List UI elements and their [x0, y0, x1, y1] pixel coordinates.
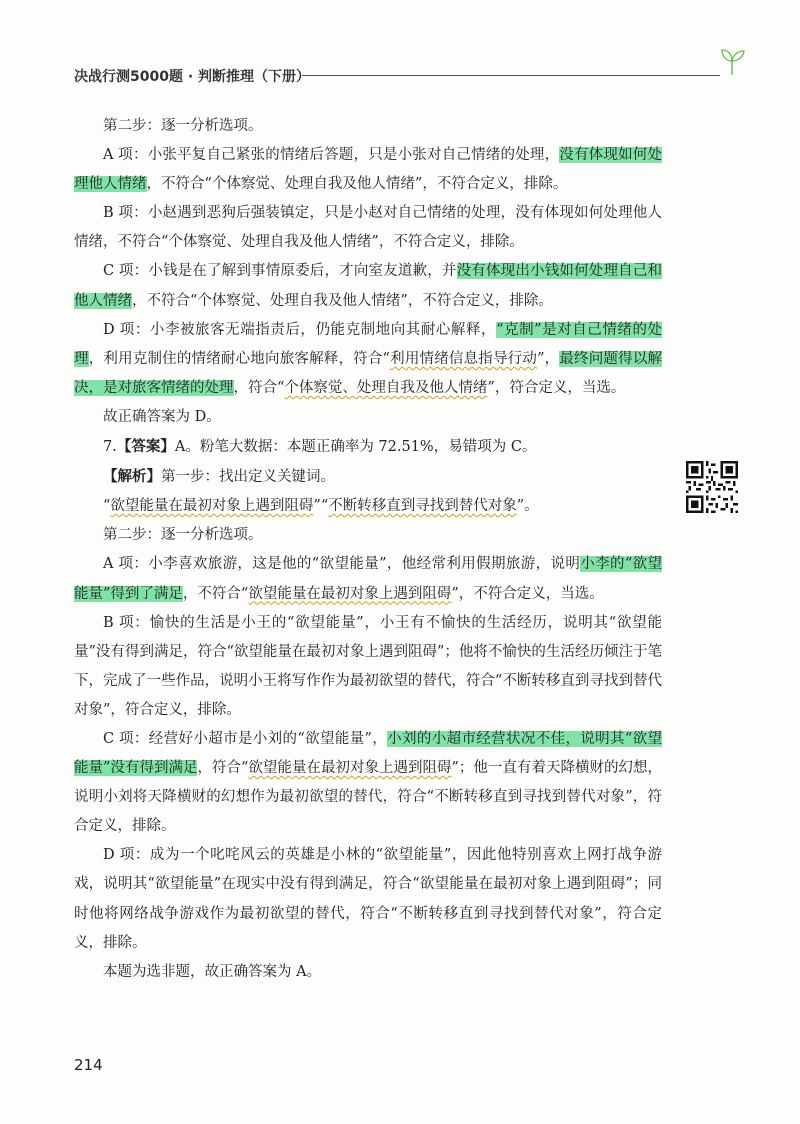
q7-kw-open: “ [103, 498, 111, 515]
q7-keyword-1: 欲望能量在最初对象上遇到阻碍 [110, 498, 314, 515]
q6-option-c [74, 257, 662, 315]
qr-code-icon[interactable] [686, 461, 738, 513]
q6-d-mid-3: ，符合“ [233, 379, 285, 396]
q7-c-highlight: 小刘的小超市经营状况不佳，说明其“欲望能量”没有得到满足 [74, 730, 663, 777]
q7-step2: 第二步：逐一分析选项。 [103, 527, 263, 544]
q7-a-post: ”，不符合定义，当选。 [451, 585, 604, 602]
q7-a-highlight: 小李的“欲望能量”得到了满足 [74, 556, 662, 602]
q6-d-highlight-2: 最终问题得以解决，是对旅客情绪的处理 [74, 350, 663, 396]
q6-answer: 故正确答案为 D。 [103, 408, 221, 425]
q6-step2: 第二步：逐一分析选项。 [103, 118, 263, 134]
header-title: 决战行测5000题 · 判断推理（下册） [74, 69, 311, 85]
q6-d-mid-1: ，利用克制住的情绪耐心地向旅客解释，符合“ [88, 350, 390, 367]
q6-d-mid-2: ”， [537, 350, 560, 367]
header-rule [302, 75, 720, 76]
q7-a-mid: ，不符合“ [182, 585, 249, 602]
q7-a-underline: 欲望能量在最初对象上遇到阻碍 [248, 585, 452, 602]
q6-a-post: ，不符合定义，排除。 [422, 176, 568, 193]
q7-conclusion: 本题为选非题，故正确答案为 A。 [103, 963, 322, 980]
q7-answer-text: A。粉笔大数据：本题正确率为 72.51%，易错项为 C。 [174, 439, 537, 456]
q6-option-d [74, 316, 662, 403]
q7-answer-label: 【答案】 [116, 438, 175, 456]
q6-c-post: ，不符合“个体察觉、处理自我及他人情绪”，不符合定义，排除。 [132, 292, 553, 309]
q7-a-pre: A 项：小李喜欢旅游，这是他的“欲望能量”，他经常利用假期旅游，说明 [103, 556, 581, 573]
q7-analysis-text: 第一步：找出定义关键词。 [161, 469, 335, 486]
q7-keywords [74, 492, 662, 521]
q6-a-pre: A 项：小张平复自己紧张的情绪后答题，只是小张对自己情绪的处理， [103, 147, 560, 164]
q7-c-underline: 欲望能量在最初对象上遇到阻碍 [248, 760, 452, 777]
q7-c-pre: C 项：经营好小超市是小刘的“欲望能量”， [103, 730, 388, 747]
q6-d-highlight-1: “克制”是对自己情绪的处理 [74, 321, 662, 367]
q6-d-post: ”，符合定义，当选。 [487, 379, 626, 396]
q6-option-a [74, 141, 662, 199]
q6-option-b: B 项：小赵遇到恶狗后强装镇定，只是小赵对自己情绪的处理，没有体现如何处理他人情绪，不符合“个体察觉、处理自我及他人情绪”，不符合定义，排除。 [74, 205, 662, 251]
sprout-icon [716, 46, 748, 76]
q7-keyword-2: 不断转移直到寻找到替代对象 [328, 498, 517, 515]
q6-d-underline-2: 个体察觉、处理自我及他人情绪 [284, 379, 488, 396]
page-number: 214 [74, 1056, 103, 1074]
q7-option-b: B 项：愉快的生活是小王的“欲望能量”，小王有不愉快的生活经历，说明其“欲望能量”没有得到满足，符合“欲望能量在最初对象上遇到阻碍”；他将不愉快的生活经历倾注于笔下，完成了一些作品，说明小王将写作作为最初欲望的替代，符合“不断转移直到寻找到替代对象”，符合定义，排除。 [74, 614, 662, 718]
q6-d-underline-1: 利用情绪信息指导行动 [389, 350, 538, 367]
q7-c-mid: ，符合“ [197, 760, 249, 777]
q7-kw-sep: ”“ [313, 498, 329, 515]
q7-number: 7. [103, 439, 117, 456]
q7-option-a [74, 550, 662, 608]
q6-c-pre: C 项：小钱是在了解到事情原委后，才向室友道歉，并 [103, 263, 457, 280]
q7-answer [74, 432, 662, 462]
q7-option-d: D 项：成为一个叱咤风云的英雄是小林的“欲望能量”，因此他特别喜欢上网打战争游戏，说明其“欲望能量”在现实中没有得到满足，符合“欲望能量在最初对象上遇到阻碍”；同时他将网络战争游戏作为最初欲望的替代，符合“不断转移直到寻找到替代对象”，符合定义，排除。 [74, 847, 662, 951]
q7-c-post: ”；他一直有着天降横财的幻想，说明小刘将天降横财的幻想作为最初欲望的替代，符合“不断转移直到寻找到替代对象”，符合定义，排除。 [74, 760, 662, 835]
answer-explanation [74, 112, 662, 987]
q6-d-pre: D 项：小李被旅客无端指责后，仍能克制地向其耐心解释， [103, 321, 497, 338]
q7-kw-close: ”。 [516, 498, 539, 515]
q6-a-quote: “个体察觉、处理自我及他人情绪” [204, 176, 423, 193]
q6-a-highlight: 没有体现如何处理他人情绪 [74, 147, 663, 193]
q7-analysis [74, 462, 662, 492]
q7-analysis-label: 【解析】 [103, 468, 161, 486]
q6-a-mid: ，不符合 [146, 176, 205, 193]
q6-c-highlight: 没有体现出小钱如何处理自己和他人情绪 [74, 263, 663, 309]
q7-option-c [74, 725, 662, 841]
